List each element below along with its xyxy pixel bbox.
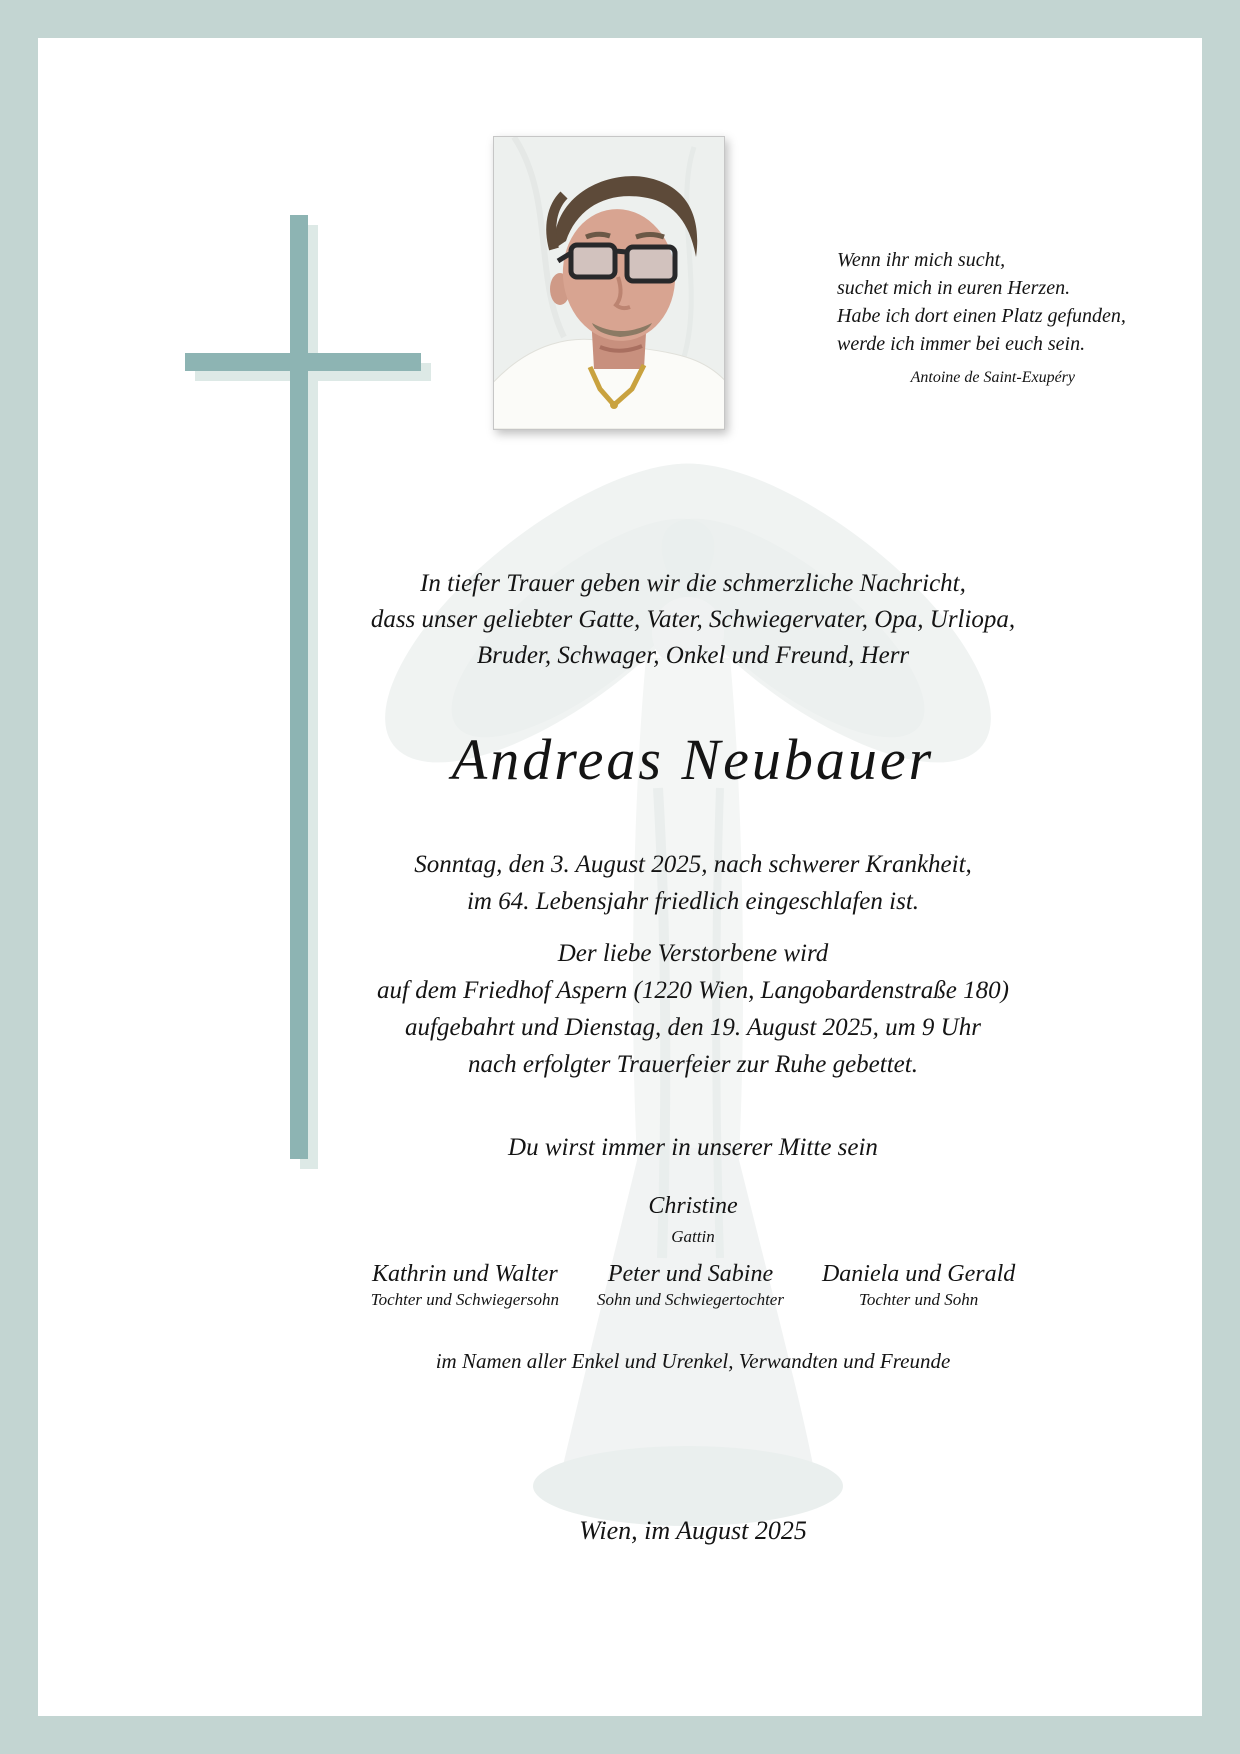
burial-line: auf dem Friedhof Aspern (1220 Wien, Langobardenstraße 180) <box>377 977 1009 1004</box>
mourner-names: Peter und Sabine <box>607 1261 774 1287</box>
dateline: Wien, im August 2025 <box>579 1516 807 1545</box>
poem-attribution: Antoine de Saint-Exupéry <box>910 369 1075 386</box>
poem-line: werde ich immer bei euch sein. <box>837 333 1086 355</box>
death-line: im 64. Lebensjahr friedlich eingeschlafen ist. <box>466 888 920 915</box>
mourner-primary-name: Christine <box>648 1193 738 1219</box>
death-line: Sonntag, den 3. August 2025, nach schwerer Krankheit, <box>414 851 972 878</box>
mourner-group <box>597 1260 784 1312</box>
mourner-relation: Tochter und Sohn <box>858 1290 979 1309</box>
mourner-relation: Sohn und Schwiegertochter <box>596 1290 784 1309</box>
portrait-photo <box>493 136 725 430</box>
poem-line: Wenn ihr mich sucht, <box>837 249 1006 271</box>
intro-line: Bruder, Schwager, Onkel und Freund, Herr <box>476 642 910 669</box>
poem-line: suchet mich in euren Herzen. <box>837 277 1071 299</box>
closing-line: im Namen aller Enkel und Urenkel, Verwandten und Freunde <box>435 1349 951 1373</box>
mourner-primary-relation: Gattin <box>671 1227 715 1246</box>
death-details <box>268 846 1118 920</box>
burial-line: Der liebe Verstorbene wird <box>557 940 829 967</box>
mourner-group <box>822 1260 1015 1312</box>
mourner-group <box>371 1260 559 1312</box>
footer-publisher: BESTATTUNG WIEN • WWW.TRAUERPORTAL.AT <box>406 1720 834 1735</box>
burial-details <box>268 935 1118 1083</box>
burial-line: nach erfolgter Trauerfeier zur Ruhe gebettet. <box>468 1051 918 1078</box>
mourner-names: Kathrin und Walter <box>371 1261 558 1287</box>
deceased-name: Andreas Neubauer <box>451 727 935 792</box>
poem-line: Habe ich dort einen Platz gefunden, <box>837 305 1126 327</box>
intro-line: In tiefer Trauer geben wir die schmerzliche Nachricht, <box>420 570 966 597</box>
burial-line: aufgebahrt und Dienstag, den 19. August 2025, um 9 Uhr <box>405 1014 981 1041</box>
motto-line: Du wirst immer in unserer Mitte sein <box>508 1134 878 1161</box>
mourner-row <box>268 1260 1118 1312</box>
intro-line: dass unser geliebter Gatte, Vater, Schwiegervater, Opa, Urliopa, <box>370 606 1016 633</box>
memorial-poem <box>837 246 1126 392</box>
mourner-relation: Tochter und Schwiegersohn <box>370 1290 559 1309</box>
mourner-names: Daniela und Gerald <box>821 1261 1016 1287</box>
announcement-intro <box>268 566 1118 674</box>
